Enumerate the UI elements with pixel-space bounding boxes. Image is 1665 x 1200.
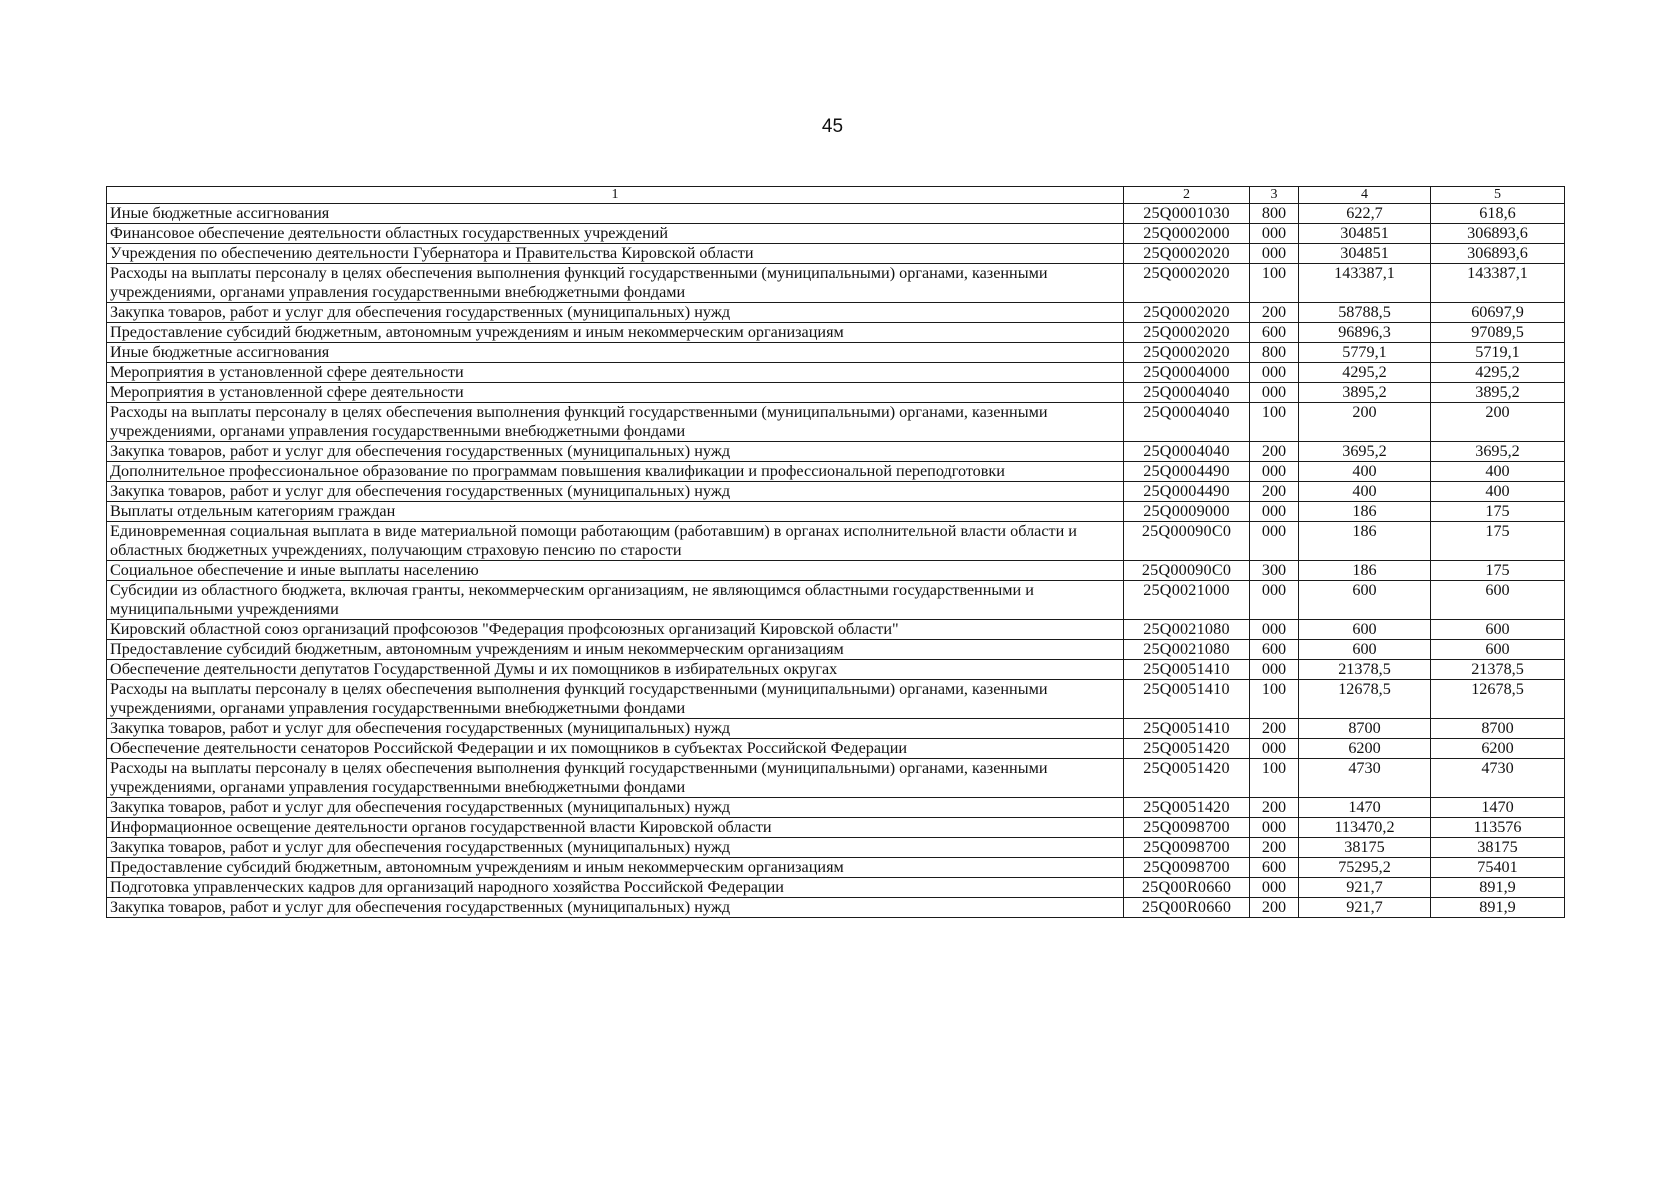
row-type: 100 xyxy=(1250,680,1299,719)
row-code: 25Q0001030 xyxy=(1124,204,1250,224)
row-value-col4: 921,7 xyxy=(1299,898,1431,918)
row-name: Предоставление субсидий бюджетным, автономным учреждениям и иным некоммерческим организациям xyxy=(107,323,1124,343)
row-type: 000 xyxy=(1250,363,1299,383)
row-type: 000 xyxy=(1250,878,1299,898)
table-row xyxy=(107,660,1565,680)
header-col-2: 2 xyxy=(1124,187,1250,204)
row-code: 25Q0051420 xyxy=(1124,798,1250,818)
row-value-col5: 4730 xyxy=(1431,759,1565,798)
row-type: 000 xyxy=(1250,739,1299,759)
table-row xyxy=(107,383,1565,403)
table-row xyxy=(107,482,1565,502)
row-name: Предоставление субсидий бюджетным, автономным учреждениям и иным некоммерческим организациям xyxy=(107,640,1124,660)
table-body xyxy=(107,204,1565,918)
row-name: Закупка товаров, работ и услуг для обеспечения государственных (муниципальных) нужд xyxy=(107,482,1124,502)
table-row xyxy=(107,363,1565,383)
row-value-col5: 618,6 xyxy=(1431,204,1565,224)
row-value-col4: 6200 xyxy=(1299,739,1431,759)
row-code: 25Q0004040 xyxy=(1124,383,1250,403)
row-name: Выплаты отдельным категориям граждан xyxy=(107,502,1124,522)
table-row xyxy=(107,620,1565,640)
row-value-col5: 600 xyxy=(1431,581,1565,620)
table-row xyxy=(107,522,1565,561)
row-name: Закупка товаров, работ и услуг для обеспечения государственных (муниципальных) нужд xyxy=(107,898,1124,918)
row-code: 25Q00090C0 xyxy=(1124,522,1250,561)
row-name: Подготовка управленческих кадров для организаций народного хозяйства Российской Федерации xyxy=(107,878,1124,898)
table-row xyxy=(107,403,1565,442)
row-type: 000 xyxy=(1250,502,1299,522)
row-code: 25Q0002020 xyxy=(1124,264,1250,303)
table-row xyxy=(107,561,1565,581)
row-value-col5: 3695,2 xyxy=(1431,442,1565,462)
row-code: 25Q0002020 xyxy=(1124,323,1250,343)
row-name: Закупка товаров, работ и услуг для обеспечения государственных (муниципальных) нужд xyxy=(107,798,1124,818)
table-header-row xyxy=(107,187,1565,204)
row-name: Учреждения по обеспечению деятельности Губернатора и Правительства Кировской области xyxy=(107,244,1124,264)
row-type: 000 xyxy=(1250,522,1299,561)
header-col-5: 5 xyxy=(1431,187,1565,204)
row-value-col5: 75401 xyxy=(1431,858,1565,878)
row-value-col4: 5779,1 xyxy=(1299,343,1431,363)
row-code: 25Q0009000 xyxy=(1124,502,1250,522)
row-value-col5: 306893,6 xyxy=(1431,224,1565,244)
row-name: Обеспечение деятельности депутатов Государственной Думы и их помощников в избирательных округах xyxy=(107,660,1124,680)
row-type: 800 xyxy=(1250,204,1299,224)
table-row xyxy=(107,680,1565,719)
row-code: 25Q0021080 xyxy=(1124,620,1250,640)
row-value-col5: 600 xyxy=(1431,620,1565,640)
row-type: 100 xyxy=(1250,264,1299,303)
row-name: Закупка товаров, работ и услуг для обеспечения государственных (муниципальных) нужд xyxy=(107,838,1124,858)
row-name: Обеспечение деятельности сенаторов Российской Федерации и их помощников в субъектах Российской Федерации xyxy=(107,739,1124,759)
row-value-col4: 8700 xyxy=(1299,719,1431,739)
row-value-col5: 38175 xyxy=(1431,838,1565,858)
row-value-col4: 38175 xyxy=(1299,838,1431,858)
row-code: 25Q0051410 xyxy=(1124,660,1250,680)
row-code: 25Q0002020 xyxy=(1124,343,1250,363)
budget-table xyxy=(106,186,1565,918)
row-type: 800 xyxy=(1250,343,1299,363)
row-type: 000 xyxy=(1250,383,1299,403)
table-row xyxy=(107,818,1565,838)
row-value-col5: 60697,9 xyxy=(1431,303,1565,323)
row-value-col4: 4295,2 xyxy=(1299,363,1431,383)
row-value-col4: 600 xyxy=(1299,620,1431,640)
row-value-col4: 186 xyxy=(1299,522,1431,561)
row-code: 25Q0002000 xyxy=(1124,224,1250,244)
row-type: 200 xyxy=(1250,898,1299,918)
row-value-col5: 891,9 xyxy=(1431,898,1565,918)
row-name: Мероприятия в установленной сфере деятельности xyxy=(107,363,1124,383)
row-value-col5: 306893,6 xyxy=(1431,244,1565,264)
row-value-col4: 58788,5 xyxy=(1299,303,1431,323)
row-code: 25Q0051410 xyxy=(1124,680,1250,719)
table-row xyxy=(107,878,1565,898)
row-type: 300 xyxy=(1250,561,1299,581)
row-value-col4: 21378,5 xyxy=(1299,660,1431,680)
row-code: 25Q0051410 xyxy=(1124,719,1250,739)
table-row xyxy=(107,343,1565,363)
row-type: 000 xyxy=(1250,620,1299,640)
table-row xyxy=(107,244,1565,264)
row-name: Единовременная социальная выплата в виде материальной помощи работающим (работавшим) в органах исполнительной власти области и областных бюджетных учреждениях, получающим страховую пенсию по старости xyxy=(107,522,1124,561)
row-name: Кировский областной союз организаций профсоюзов "Федерация профсоюзных организаций Кировской области" xyxy=(107,620,1124,640)
row-value-col5: 113576 xyxy=(1431,818,1565,838)
row-value-col4: 200 xyxy=(1299,403,1431,442)
row-value-col4: 622,7 xyxy=(1299,204,1431,224)
row-value-col5: 6200 xyxy=(1431,739,1565,759)
row-name: Иные бюджетные ассигнования xyxy=(107,343,1124,363)
row-value-col5: 891,9 xyxy=(1431,878,1565,898)
row-code: 25Q0004490 xyxy=(1124,462,1250,482)
row-value-col4: 921,7 xyxy=(1299,878,1431,898)
table-row xyxy=(107,640,1565,660)
row-value-col4: 4730 xyxy=(1299,759,1431,798)
row-type: 000 xyxy=(1250,818,1299,838)
row-code: 25Q0098700 xyxy=(1124,858,1250,878)
row-code: 25Q0002020 xyxy=(1124,303,1250,323)
row-type: 200 xyxy=(1250,303,1299,323)
row-type: 000 xyxy=(1250,462,1299,482)
row-name: Закупка товаров, работ и услуг для обеспечения государственных (муниципальных) нужд xyxy=(107,442,1124,462)
row-value-col5: 8700 xyxy=(1431,719,1565,739)
row-type: 200 xyxy=(1250,838,1299,858)
row-value-col4: 96896,3 xyxy=(1299,323,1431,343)
row-type: 100 xyxy=(1250,759,1299,798)
row-value-col4: 304851 xyxy=(1299,244,1431,264)
row-type: 000 xyxy=(1250,581,1299,620)
table-row xyxy=(107,224,1565,244)
row-name: Расходы на выплаты персоналу в целях обеспечения выполнения функций государственными (муниципальными) органами, казенными учреждениями, органами управления государственными внебюджетными фондами xyxy=(107,264,1124,303)
row-code: 25Q0004040 xyxy=(1124,442,1250,462)
row-value-col4: 600 xyxy=(1299,581,1431,620)
row-type: 200 xyxy=(1250,442,1299,462)
table-row xyxy=(107,858,1565,878)
row-name: Информационное освещение деятельности органов государственной власти Кировской области xyxy=(107,818,1124,838)
row-type: 200 xyxy=(1250,719,1299,739)
row-value-col5: 400 xyxy=(1431,482,1565,502)
row-code: 25Q0021080 xyxy=(1124,640,1250,660)
row-value-col4: 1470 xyxy=(1299,798,1431,818)
row-type: 000 xyxy=(1250,224,1299,244)
row-type: 000 xyxy=(1250,660,1299,680)
row-type: 600 xyxy=(1250,323,1299,343)
row-value-col5: 175 xyxy=(1431,522,1565,561)
row-value-col4: 400 xyxy=(1299,462,1431,482)
row-type: 200 xyxy=(1250,798,1299,818)
table-row xyxy=(107,739,1565,759)
row-code: 25Q0002020 xyxy=(1124,244,1250,264)
row-value-col5: 21378,5 xyxy=(1431,660,1565,680)
table-row xyxy=(107,581,1565,620)
table-row xyxy=(107,898,1565,918)
row-value-col5: 1470 xyxy=(1431,798,1565,818)
header-col-1: 1 xyxy=(107,187,1124,204)
row-code: 25Q00R0660 xyxy=(1124,878,1250,898)
table-row xyxy=(107,204,1565,224)
row-name: Расходы на выплаты персоналу в целях обеспечения выполнения функций государственными (муниципальными) органами, казенными учреждениями, органами управления государственными внебюджетными фондами xyxy=(107,680,1124,719)
row-value-col5: 4295,2 xyxy=(1431,363,1565,383)
row-code: 25Q00R0660 xyxy=(1124,898,1250,918)
row-value-col4: 3895,2 xyxy=(1299,383,1431,403)
row-name: Закупка товаров, работ и услуг для обеспечения государственных (муниципальных) нужд xyxy=(107,719,1124,739)
row-value-col4: 400 xyxy=(1299,482,1431,502)
row-name: Субсидии из областного бюджета, включая гранты, некоммерческим организациям, не являющимся областными государственными и муниципальными учреждениями xyxy=(107,581,1124,620)
table-row xyxy=(107,462,1565,482)
table-row xyxy=(107,838,1565,858)
row-code: 25Q0004000 xyxy=(1124,363,1250,383)
row-code: 25Q00090C0 xyxy=(1124,561,1250,581)
row-value-col5: 400 xyxy=(1431,462,1565,482)
row-value-col5: 600 xyxy=(1431,640,1565,660)
row-code: 25Q0098700 xyxy=(1124,838,1250,858)
row-value-col4: 186 xyxy=(1299,502,1431,522)
table-row xyxy=(107,303,1565,323)
row-value-col5: 200 xyxy=(1431,403,1565,442)
row-value-col4: 304851 xyxy=(1299,224,1431,244)
row-name: Финансовое обеспечение деятельности областных государственных учреждений xyxy=(107,224,1124,244)
table-row xyxy=(107,502,1565,522)
row-value-col5: 175 xyxy=(1431,502,1565,522)
row-value-col4: 600 xyxy=(1299,640,1431,660)
row-name: Дополнительное профессиональное образование по программам повышения квалификации и профессиональной переподготовки xyxy=(107,462,1124,482)
row-type: 200 xyxy=(1250,482,1299,502)
row-name: Закупка товаров, работ и услуг для обеспечения государственных (муниципальных) нужд xyxy=(107,303,1124,323)
row-value-col5: 143387,1 xyxy=(1431,264,1565,303)
row-name: Социальное обеспечение и иные выплаты населению xyxy=(107,561,1124,581)
row-value-col5: 3895,2 xyxy=(1431,383,1565,403)
row-value-col4: 12678,5 xyxy=(1299,680,1431,719)
row-code: 25Q0051420 xyxy=(1124,759,1250,798)
row-type: 100 xyxy=(1250,403,1299,442)
row-type: 000 xyxy=(1250,244,1299,264)
row-value-col5: 5719,1 xyxy=(1431,343,1565,363)
header-col-3: 3 xyxy=(1250,187,1299,204)
row-name: Иные бюджетные ассигнования xyxy=(107,204,1124,224)
table-row xyxy=(107,759,1565,798)
row-type: 600 xyxy=(1250,858,1299,878)
row-value-col4: 75295,2 xyxy=(1299,858,1431,878)
row-code: 25Q0051420 xyxy=(1124,739,1250,759)
row-code: 25Q0021000 xyxy=(1124,581,1250,620)
row-code: 25Q0004490 xyxy=(1124,482,1250,502)
row-value-col5: 12678,5 xyxy=(1431,680,1565,719)
page-number: 45 xyxy=(821,116,844,137)
table-row xyxy=(107,264,1565,303)
row-value-col4: 143387,1 xyxy=(1299,264,1431,303)
row-name: Предоставление субсидий бюджетным, автономным учреждениям и иным некоммерческим организациям xyxy=(107,858,1124,878)
row-code: 25Q0098700 xyxy=(1124,818,1250,838)
table-row xyxy=(107,323,1565,343)
header-col-4: 4 xyxy=(1299,187,1431,204)
table-row xyxy=(107,798,1565,818)
row-value-col5: 175 xyxy=(1431,561,1565,581)
row-value-col5: 97089,5 xyxy=(1431,323,1565,343)
table-row xyxy=(107,442,1565,462)
row-name: Расходы на выплаты персоналу в целях обеспечения выполнения функций государственными (муниципальными) органами, казенными учреждениями, органами управления государственными внебюджетными фондами xyxy=(107,759,1124,798)
row-type: 600 xyxy=(1250,640,1299,660)
row-name: Мероприятия в установленной сфере деятельности xyxy=(107,383,1124,403)
row-value-col4: 186 xyxy=(1299,561,1431,581)
row-code: 25Q0004040 xyxy=(1124,403,1250,442)
row-value-col4: 3695,2 xyxy=(1299,442,1431,462)
row-value-col4: 113470,2 xyxy=(1299,818,1431,838)
table-row xyxy=(107,719,1565,739)
row-name: Расходы на выплаты персоналу в целях обеспечения выполнения функций государственными (муниципальными) органами, казенными учреждениями, органами управления государственными внебюджетными фондами xyxy=(107,403,1124,442)
